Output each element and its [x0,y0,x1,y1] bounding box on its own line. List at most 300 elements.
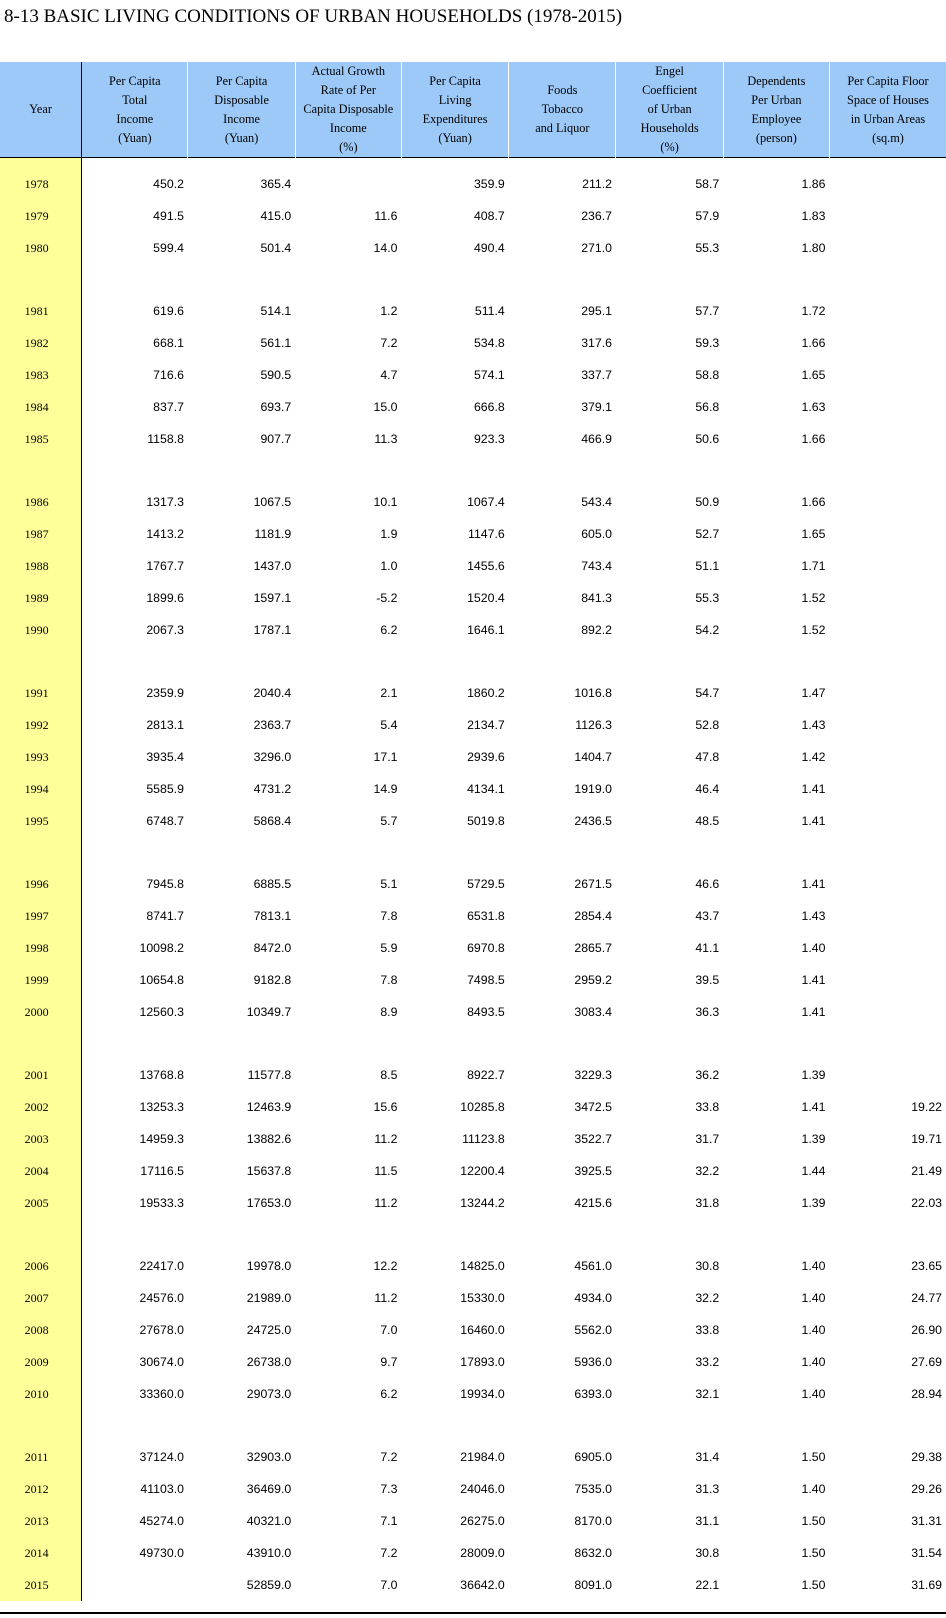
table-cell [829,391,946,423]
column-header-line: Actual Growth [311,64,386,78]
table-cell: 8472.0 [253,941,292,955]
year-cell: 1997 [0,900,82,932]
table-cell: 1646.1 [467,623,505,637]
table-cell: 11577.8 [247,1068,292,1082]
table-cell: 3522.7 [574,1132,612,1146]
table-cell: 4.7 [380,368,398,382]
table-cell: 10098.2 [139,941,184,955]
table-cell: 31.1 [695,1514,720,1528]
table-cell: 1.50 [801,1514,826,1528]
column-header-7 [723,62,829,158]
year-cell: 1988 [0,550,82,582]
table-cell: 1.83 [801,209,826,223]
table-cell: 10349.7 [246,1005,292,1019]
table-cell: 1520.4 [467,591,505,605]
table-cell [723,837,829,868]
table-cell [295,264,401,295]
table-cell: 49730.0 [139,1546,184,1560]
table-cell: 45274.0 [139,1514,184,1528]
table-cell: 36469.0 [246,1482,292,1496]
table-cell [188,646,295,677]
table-cell: 1.65 [801,368,826,382]
table-cell: 26.90 [911,1323,942,1337]
table-cell: 7.0 [380,1323,398,1337]
year-cell: 1984 [0,391,82,423]
table-cell: 21989.0 [246,1291,292,1305]
table-cell [616,1028,723,1059]
table-cell: 4934.0 [574,1291,612,1305]
table-cell [829,158,946,201]
table-cell: 13244.2 [460,1196,505,1210]
table-row [0,1569,946,1601]
table-cell: 8170.0 [574,1514,612,1528]
column-header-line: (sq.m) [872,130,904,145]
table-cell: 2040.4 [253,686,292,700]
table-cell [509,837,616,868]
table-cell: 3472.5 [574,1100,612,1114]
table-cell: 605.0 [581,527,612,541]
table-cell: 32903.0 [246,1450,292,1464]
table-row [0,295,946,327]
table-cell: 31.7 [695,1132,720,1146]
column-header-line: (%) [339,140,358,154]
table-cell: 907.7 [260,432,292,446]
table-cell [829,1059,946,1091]
table-cell [401,1028,508,1059]
column-header-line: Tobacco [541,102,584,116]
table-cell: 54.2 [695,623,720,637]
table-cell [829,741,946,773]
table-cell: 59.3 [695,336,720,350]
table-cell: 5936.0 [574,1355,612,1369]
table-cell [82,455,188,486]
table-cell: 511.4 [474,304,505,318]
table-cell: 1404.7 [574,750,612,764]
table-cell: 32.2 [695,1164,720,1178]
table-cell: 2436.5 [574,814,612,828]
column-header-2 [188,62,295,158]
table-cell: 1.39 [801,1068,826,1082]
column-header-line: Total [122,92,148,107]
table-cell: 12.2 [373,1259,398,1273]
table-cell: 1.50 [801,1546,826,1560]
table-cell: 8.9 [380,1005,398,1019]
table-cell [188,1028,295,1059]
table-cell: 599.4 [153,241,184,255]
year-cell: 1981 [0,295,82,327]
table-cell [829,518,946,550]
column-header-line: Coefficient [642,83,698,97]
table-cell [829,200,946,232]
table-cell: 8091.0 [574,1578,612,1592]
table-cell: 57.7 [695,304,720,318]
table-cell: 1.41 [801,973,826,987]
table-cell: 1.41 [801,1005,826,1019]
column-header-line: of Urban [647,102,692,116]
table-cell [509,1028,616,1059]
table-cell: 666.8 [473,400,505,414]
table-cell: 16460.0 [460,1323,505,1337]
table-cell: 22.1 [695,1578,720,1592]
table-cell [616,1410,723,1441]
table-cell: 1147.6 [468,527,505,541]
table-cell: 1.40 [801,1482,826,1496]
table-cell [616,264,723,295]
table-cell: 1.41 [801,814,826,828]
table-cell: 15330.0 [460,1291,505,1305]
table-cell: 36.2 [695,1068,720,1082]
table-cell [82,1410,188,1441]
table-cell [295,158,401,201]
table-cell: 31.4 [695,1450,720,1464]
table-cell: 1.52 [801,591,826,605]
table-cell [616,455,723,486]
table-cell: 5562.0 [574,1323,612,1337]
table-cell: 1.66 [801,495,826,509]
table-cell [829,232,946,264]
table-cell: 19533.3 [139,1196,184,1210]
table-cell: 31.31 [911,1514,942,1528]
year-cell: 1979 [0,200,82,232]
table-cell [723,646,829,677]
table-cell: 1899.6 [146,591,184,605]
table-cell: 55.3 [695,591,720,605]
table-cell: 2959.2 [574,973,612,987]
table-cell [829,295,946,327]
table-cell: 6885.5 [253,877,292,891]
column-header-line: in Urban Areas [850,111,926,126]
table-cell: 51.1 [695,559,720,573]
year-cell: 2009 [0,1346,82,1378]
table-cell: 37124.0 [139,1450,184,1464]
table-cell [829,550,946,582]
table-cell: 6531.8 [467,909,505,923]
table-cell: 7.1 [380,1514,398,1528]
year-cell: 2003 [0,1123,82,1155]
table-row [0,1123,946,1155]
table-cell: 3229.3 [574,1068,612,1082]
table-cell: 8741.7 [146,909,184,923]
table-cell: 1.52 [801,623,826,637]
column-header-line: Year [29,102,52,116]
table-cell: 7535.0 [574,1482,612,1496]
table-cell: 28009.0 [460,1546,505,1560]
year-cell [0,455,82,486]
group-spacer-row [0,1028,946,1059]
table-cell: 12200.4 [460,1164,505,1178]
table-cell: 19978.0 [246,1259,292,1273]
table-cell: 1.40 [801,1387,826,1401]
table-cell: 2813.1 [146,718,184,732]
column-header-line: and Liquor [535,121,590,135]
table-cell [829,1219,946,1250]
table-cell: 43.7 [695,909,720,923]
table-row [0,1505,946,1537]
column-header-line: Foods [547,83,578,97]
table-cell [616,1219,723,1250]
column-header-line: Per Capita [429,73,481,88]
table-cell: 41.1 [695,941,720,955]
table-cell: 11.2 [374,1132,398,1146]
year-cell: 1998 [0,932,82,964]
column-header-line: Households [640,121,699,135]
table-cell: 7813.1 [253,909,292,923]
year-cell: 1993 [0,741,82,773]
column-header-line: (Yuan) [224,130,259,145]
table-cell: -5.2 [376,591,398,605]
table-cell: 19934.0 [460,1387,505,1401]
table-cell [295,1219,401,1250]
table-header [0,62,946,158]
table-cell: 892.2 [581,623,612,637]
column-header-line: Income [223,111,261,126]
table-cell: 6.2 [380,1387,398,1401]
table-cell: 19.71 [911,1132,942,1146]
table-cell: 52.7 [695,527,720,541]
table-cell [829,677,946,709]
year-cell: 2015 [0,1569,82,1601]
table-cell: 1.39 [801,1196,826,1210]
year-cell: 1999 [0,964,82,996]
table-cell [295,837,401,868]
table-cell: 8922.7 [467,1068,505,1082]
year-cell: 1985 [0,423,82,455]
table-cell: 450.2 [82,158,188,201]
column-header-line: (Yuan) [118,130,152,145]
table-cell: 19.22 [911,1100,942,1114]
table-cell: 8632.0 [574,1546,612,1560]
table-cell: 29.26 [911,1482,942,1496]
table-cell: 1.86 [723,158,829,201]
table-row [0,1059,946,1091]
table-cell: 317.6 [581,336,612,350]
year-cell [0,1028,82,1059]
table-cell: 1.39 [801,1132,826,1146]
table-cell: 1.9 [380,527,398,541]
table-cell: 13768.8 [139,1068,184,1082]
table-cell: 30674.0 [139,1355,184,1369]
table-row [0,359,946,391]
table-cell: 4561.0 [574,1259,612,1273]
column-header-line: Space of Houses [847,92,929,107]
table-cell: 1.40 [801,1355,826,1369]
table-cell: 46.4 [695,782,720,796]
table-cell: 41103.0 [140,1482,184,1496]
table-cell: 7.2 [380,1450,398,1464]
table-cell: 31.8 [695,1196,720,1210]
table-cell: 58.8 [695,368,720,382]
table-cell: 1437.0 [253,559,292,573]
table-cell: 11123.8 [462,1132,505,1146]
table-cell: 24.77 [911,1291,942,1305]
table-cell: 1.41 [801,877,826,891]
year-cell: 2007 [0,1282,82,1314]
table-cell: 1455.6 [467,559,505,573]
table-cell: 5019.8 [467,814,505,828]
year-cell: 2005 [0,1187,82,1219]
table-cell: 837.7 [153,400,184,414]
table-cell: 4215.6 [574,1196,612,1210]
table-cell: 7945.8 [146,877,184,891]
table-cell: 6393.0 [574,1387,612,1401]
table-cell: 5585.9 [146,782,184,796]
table-cell: 33.2 [695,1355,720,1369]
table-cell [829,264,946,295]
table-cell [829,486,946,518]
table-cell: 52859.0 [246,1578,292,1592]
table-cell [401,1219,508,1250]
table-cell: 8.5 [380,1068,398,1082]
table-cell [188,264,295,295]
table-row [0,964,946,996]
table-cell: 5.9 [380,941,398,955]
table-cell: 11.5 [374,1164,398,1178]
table-cell: 56.8 [695,400,720,414]
table-row [0,1441,946,1473]
table-row [0,1155,946,1187]
year-cell: 2013 [0,1505,82,1537]
table-cell: 1.42 [801,750,826,764]
table-cell: 2865.7 [574,941,612,955]
table-cell [509,1219,616,1250]
table-cell: 33.8 [695,1100,720,1114]
table-cell: 48.5 [695,814,720,828]
year-cell: 1992 [0,709,82,741]
table-cell [723,1410,829,1441]
year-cell: 1991 [0,677,82,709]
table-cell [188,455,295,486]
table-cell: 31.54 [911,1546,942,1560]
table-cell [188,837,295,868]
table-row [0,614,946,646]
table-cell: 33360.0 [139,1387,184,1401]
table-cell [829,359,946,391]
table-cell: 29073.0 [246,1387,292,1401]
table-cell: 15.6 [373,1100,398,1114]
table-row [0,486,946,518]
year-cell: 1978 [0,158,82,201]
table-row [0,868,946,900]
table-cell [82,1219,188,1250]
table-cell: 1317.3 [146,495,184,509]
table-cell: 1.80 [801,241,826,255]
table-cell: 3935.4 [146,750,184,764]
table-cell: 9182.8 [253,973,292,987]
table-cell: 923.3 [473,432,505,446]
table-cell: 13253.3 [139,1100,184,1114]
table-cell: 561.1 [260,336,292,350]
column-header-8 [829,62,946,158]
year-cell: 1983 [0,359,82,391]
column-header-line: Per Capita [215,73,268,88]
table-row [0,1346,946,1378]
table-cell: 574.1 [473,368,505,382]
year-cell: 1986 [0,486,82,518]
table-cell: 40321.0 [246,1514,292,1528]
table-cell: 22.03 [911,1196,942,1210]
year-cell [0,646,82,677]
table-cell: 1787.1 [253,623,292,637]
table-cell: 415.0 [260,209,292,223]
table-cell: 54.7 [695,686,720,700]
column-header-line: (Yuan) [438,130,472,145]
table-cell: 26738.0 [246,1355,292,1369]
column-header-line: Disposable [214,92,269,107]
year-cell: 2008 [0,1314,82,1346]
table-cell: 1.41 [801,1100,826,1114]
urban-households-table [0,62,946,1601]
table-cell: 10654.8 [139,973,184,987]
table-cell [401,646,508,677]
table-cell: 10285.8 [460,1100,505,1114]
table-cell [509,646,616,677]
table-cell: 29.38 [911,1450,942,1464]
table-cell: 1.40 [801,1291,826,1305]
table-cell [829,932,946,964]
table-cell: 36.3 [695,1005,720,1019]
year-cell: 2002 [0,1091,82,1123]
table-cell: 31.69 [911,1578,942,1592]
table-body [0,158,946,1602]
table-cell [829,455,946,486]
table-cell: 5729.5 [467,877,505,891]
table-cell: 236.7 [581,209,612,223]
table-cell: 2854.4 [574,909,612,923]
table-cell: 24725.0 [246,1323,292,1337]
table-cell: 6.2 [380,623,398,637]
table-cell: 408.7 [473,209,505,223]
year-cell: 2012 [0,1473,82,1505]
table-cell: 17.1 [373,750,398,764]
table-cell: 1.72 [801,304,826,318]
table-cell: 7.8 [380,909,398,923]
table-cell: 5.7 [380,814,398,828]
table-cell: 1413.2 [146,527,184,541]
table-cell [82,1569,188,1601]
data-table-container [0,62,946,1601]
table-row [0,391,946,423]
table-cell: 17893.0 [460,1355,505,1369]
table-row [0,900,946,932]
table-cell: 47.8 [695,750,720,764]
table-cell [82,646,188,677]
table-cell: 743.4 [581,559,612,573]
column-header-6 [616,62,723,158]
table-cell: 7.2 [380,1546,398,1560]
table-cell [829,646,946,677]
table-title: 8-13 BASIC LIVING CONDITIONS OF URBAN HOUSEHOLDS (1978-2015) [4,6,623,27]
table-cell: 1.50 [801,1450,826,1464]
year-cell: 1990 [0,614,82,646]
table-cell: 841.3 [581,591,612,605]
table-cell: 55.3 [695,241,720,255]
table-cell: 39.5 [695,973,720,987]
table-row [0,582,946,614]
table-cell: 7.8 [380,973,398,987]
table-cell: 7.0 [380,1578,398,1592]
table-cell: 1919.0 [574,782,612,796]
table-cell: 6970.8 [467,941,505,955]
table-cell: 2363.7 [253,718,292,732]
table-row [0,1250,946,1282]
table-cell [723,1028,829,1059]
table-cell: 7498.5 [467,973,505,987]
header-row [0,62,946,158]
group-spacer-row [0,837,946,868]
table-row [0,327,946,359]
table-cell: 4731.2 [253,782,292,796]
table-cell [82,264,188,295]
